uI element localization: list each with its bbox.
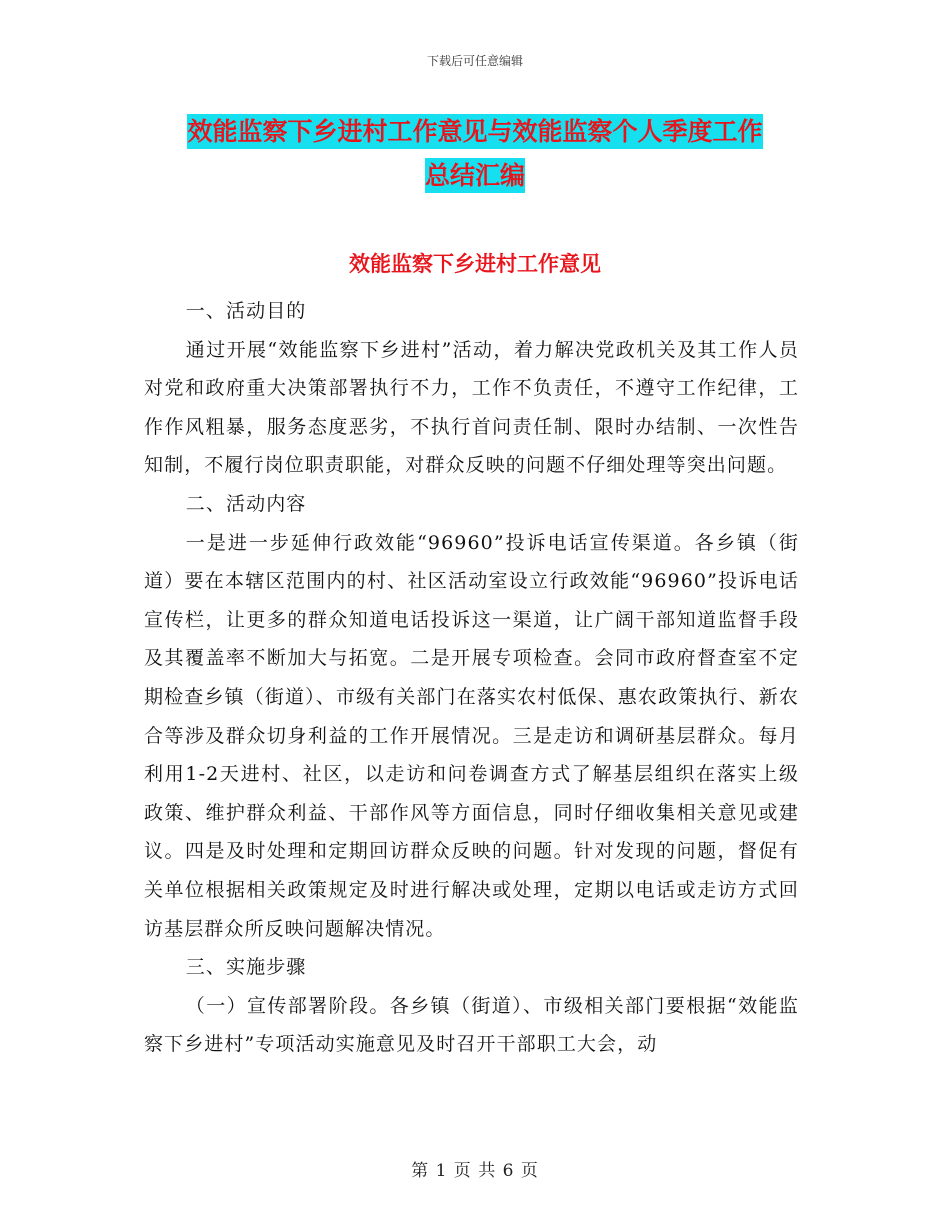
paragraph-implementation-steps: （一）宣传部署阶段。各乡镇（街道）、市级相关部门要根据“效能监察下乡进村”专项活动实施意见及时召开干部职工大会，动	[144, 994, 799, 1056]
paragraph-activity-purpose: 通过开展“效能监察下乡进村”活动，着力解决党政机关及其工作人员对党和政府重大决策部署执行不力，工作不负责任，不遵守工作纪律，工作作风粗暴，服务态度恶劣，不执行首问责任制、限时办结制、一次性告知制，不履行岗位职责职能，对群众反映的问题不仔细处理等突出问题。	[144, 338, 799, 477]
heading-implementation-steps: 三、实施步骤	[185, 956, 307, 979]
page-header-note: 下载后可任意编辑	[426, 54, 523, 68]
section-title: 效能监察下乡进村工作意见	[349, 251, 601, 276]
document-title-line-2: 总结汇编	[425, 158, 525, 193]
heading-activity-purpose: 一、活动目的	[185, 300, 307, 322]
document-title-line-1: 效能监察下乡进村工作意见与效能监察个人季度工作	[187, 114, 762, 149]
page-footer: 第 1 页 共 6 页	[411, 1161, 539, 1181]
heading-activity-content: 二、活动内容	[185, 492, 307, 515]
paragraph-activity-content: 一是进一步延伸行政效能“96960”投诉电话宣传渠道。各乡镇（街道）要在本辖区范围内的村、社区活动室设立行政效能“96960”投诉电话宣传栏，让更多的群众知道电话投诉这一渠道，让广阔干部知道监督手段及其覆盖率不断加大与拓宽。二是开展专项检查。会同市政府督查室不定期检查乡镇（街道）、市级有关部门在落实农村低保、惠农政策执行、新农合等涉及群众切身利益的工作开展情况。三是走访和调研基层群众。每月利用1-2天进村、社区，以走访和问卷调查方式了解基层组织在落实上级政策、维护群众利益、干部作风等方面信息，同时仔细收集相关意见或建议。四是及时处理和定期回访群众反映的问题。针对发现的问题，督促有关单位根据相关政策规定及时进行解决或处理，定期以电话或走访方式回访基层群众所反映问题解决情况。	[144, 531, 799, 940]
document-body	[144, 292, 799, 1064]
document-title	[0, 110, 950, 198]
